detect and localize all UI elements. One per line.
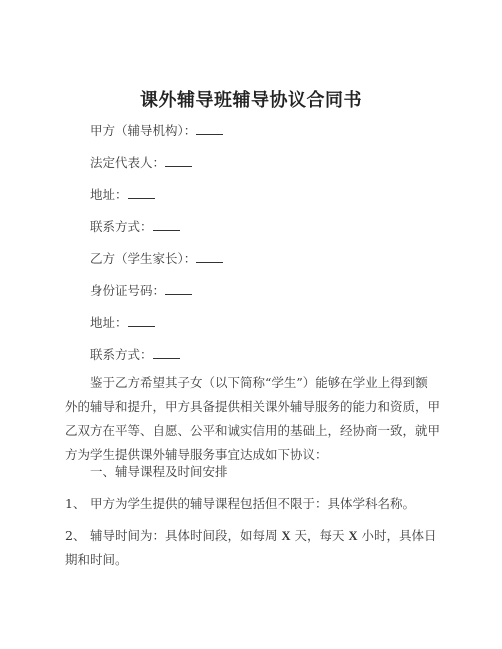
clause-number: 2、 [65, 528, 86, 543]
blank-line [165, 283, 192, 295]
clause-item-1 [65, 492, 440, 516]
clause-number: 1、 [65, 496, 86, 511]
party-b-address-field [90, 315, 155, 331]
field-label: 联系方式： [90, 219, 153, 234]
field-label: 地址： [90, 315, 128, 330]
party-a-field [90, 123, 223, 139]
blank-line [196, 123, 223, 135]
field-label: 乙方（学生家长）： [90, 251, 197, 266]
field-label: 甲方（辅导机构）： [90, 123, 197, 138]
blank-line [128, 315, 155, 327]
blank-line [196, 251, 223, 263]
party-a-address-field [90, 187, 155, 203]
field-label: 地址： [90, 187, 128, 202]
clause-text-a: 辅导时间为：具体时间段，如每周 [90, 528, 282, 543]
document-title: 课外辅导班辅导协议合同书 [140, 90, 362, 111]
field-label: 法定代表人： [90, 155, 166, 170]
party-a-contact-field [90, 219, 180, 235]
clause-text-c: 小时，具体日期和时间。 [65, 528, 437, 567]
blank-line [165, 155, 192, 167]
party-b-contact-field [90, 347, 180, 363]
placeholder-x: X [281, 529, 291, 543]
party-b-field [90, 251, 223, 267]
intro-text: 鉴于乙方希望其子女（以下简称“学生”）能够在学业上得到额外的辅导和提升，甲方具备提供相关课外辅导服务的能力和资质，甲乙双方在平等、自愿、公平和诚实信用的基础上，经协商一致，就甲方为学生提供课外辅导服务事宜达成如下协议： [65, 375, 441, 462]
blank-line [128, 187, 155, 199]
field-label: 联系方式： [90, 347, 153, 362]
blank-line [153, 219, 180, 231]
clause-text-b: 天，每天 [290, 528, 349, 543]
clause-item-2 [65, 524, 440, 572]
id-number-field [90, 283, 192, 299]
placeholder-x: X [348, 529, 358, 543]
intro-paragraph [65, 371, 440, 467]
legal-representative-field [90, 155, 192, 171]
section-heading: 一、辅导课程及时间安排 [90, 464, 228, 479]
blank-line [153, 347, 180, 359]
clause-text: 甲方为学生提供的辅导课程包括但不限于：具体学科名称。 [90, 496, 416, 511]
field-label: 身份证号码： [90, 283, 166, 298]
